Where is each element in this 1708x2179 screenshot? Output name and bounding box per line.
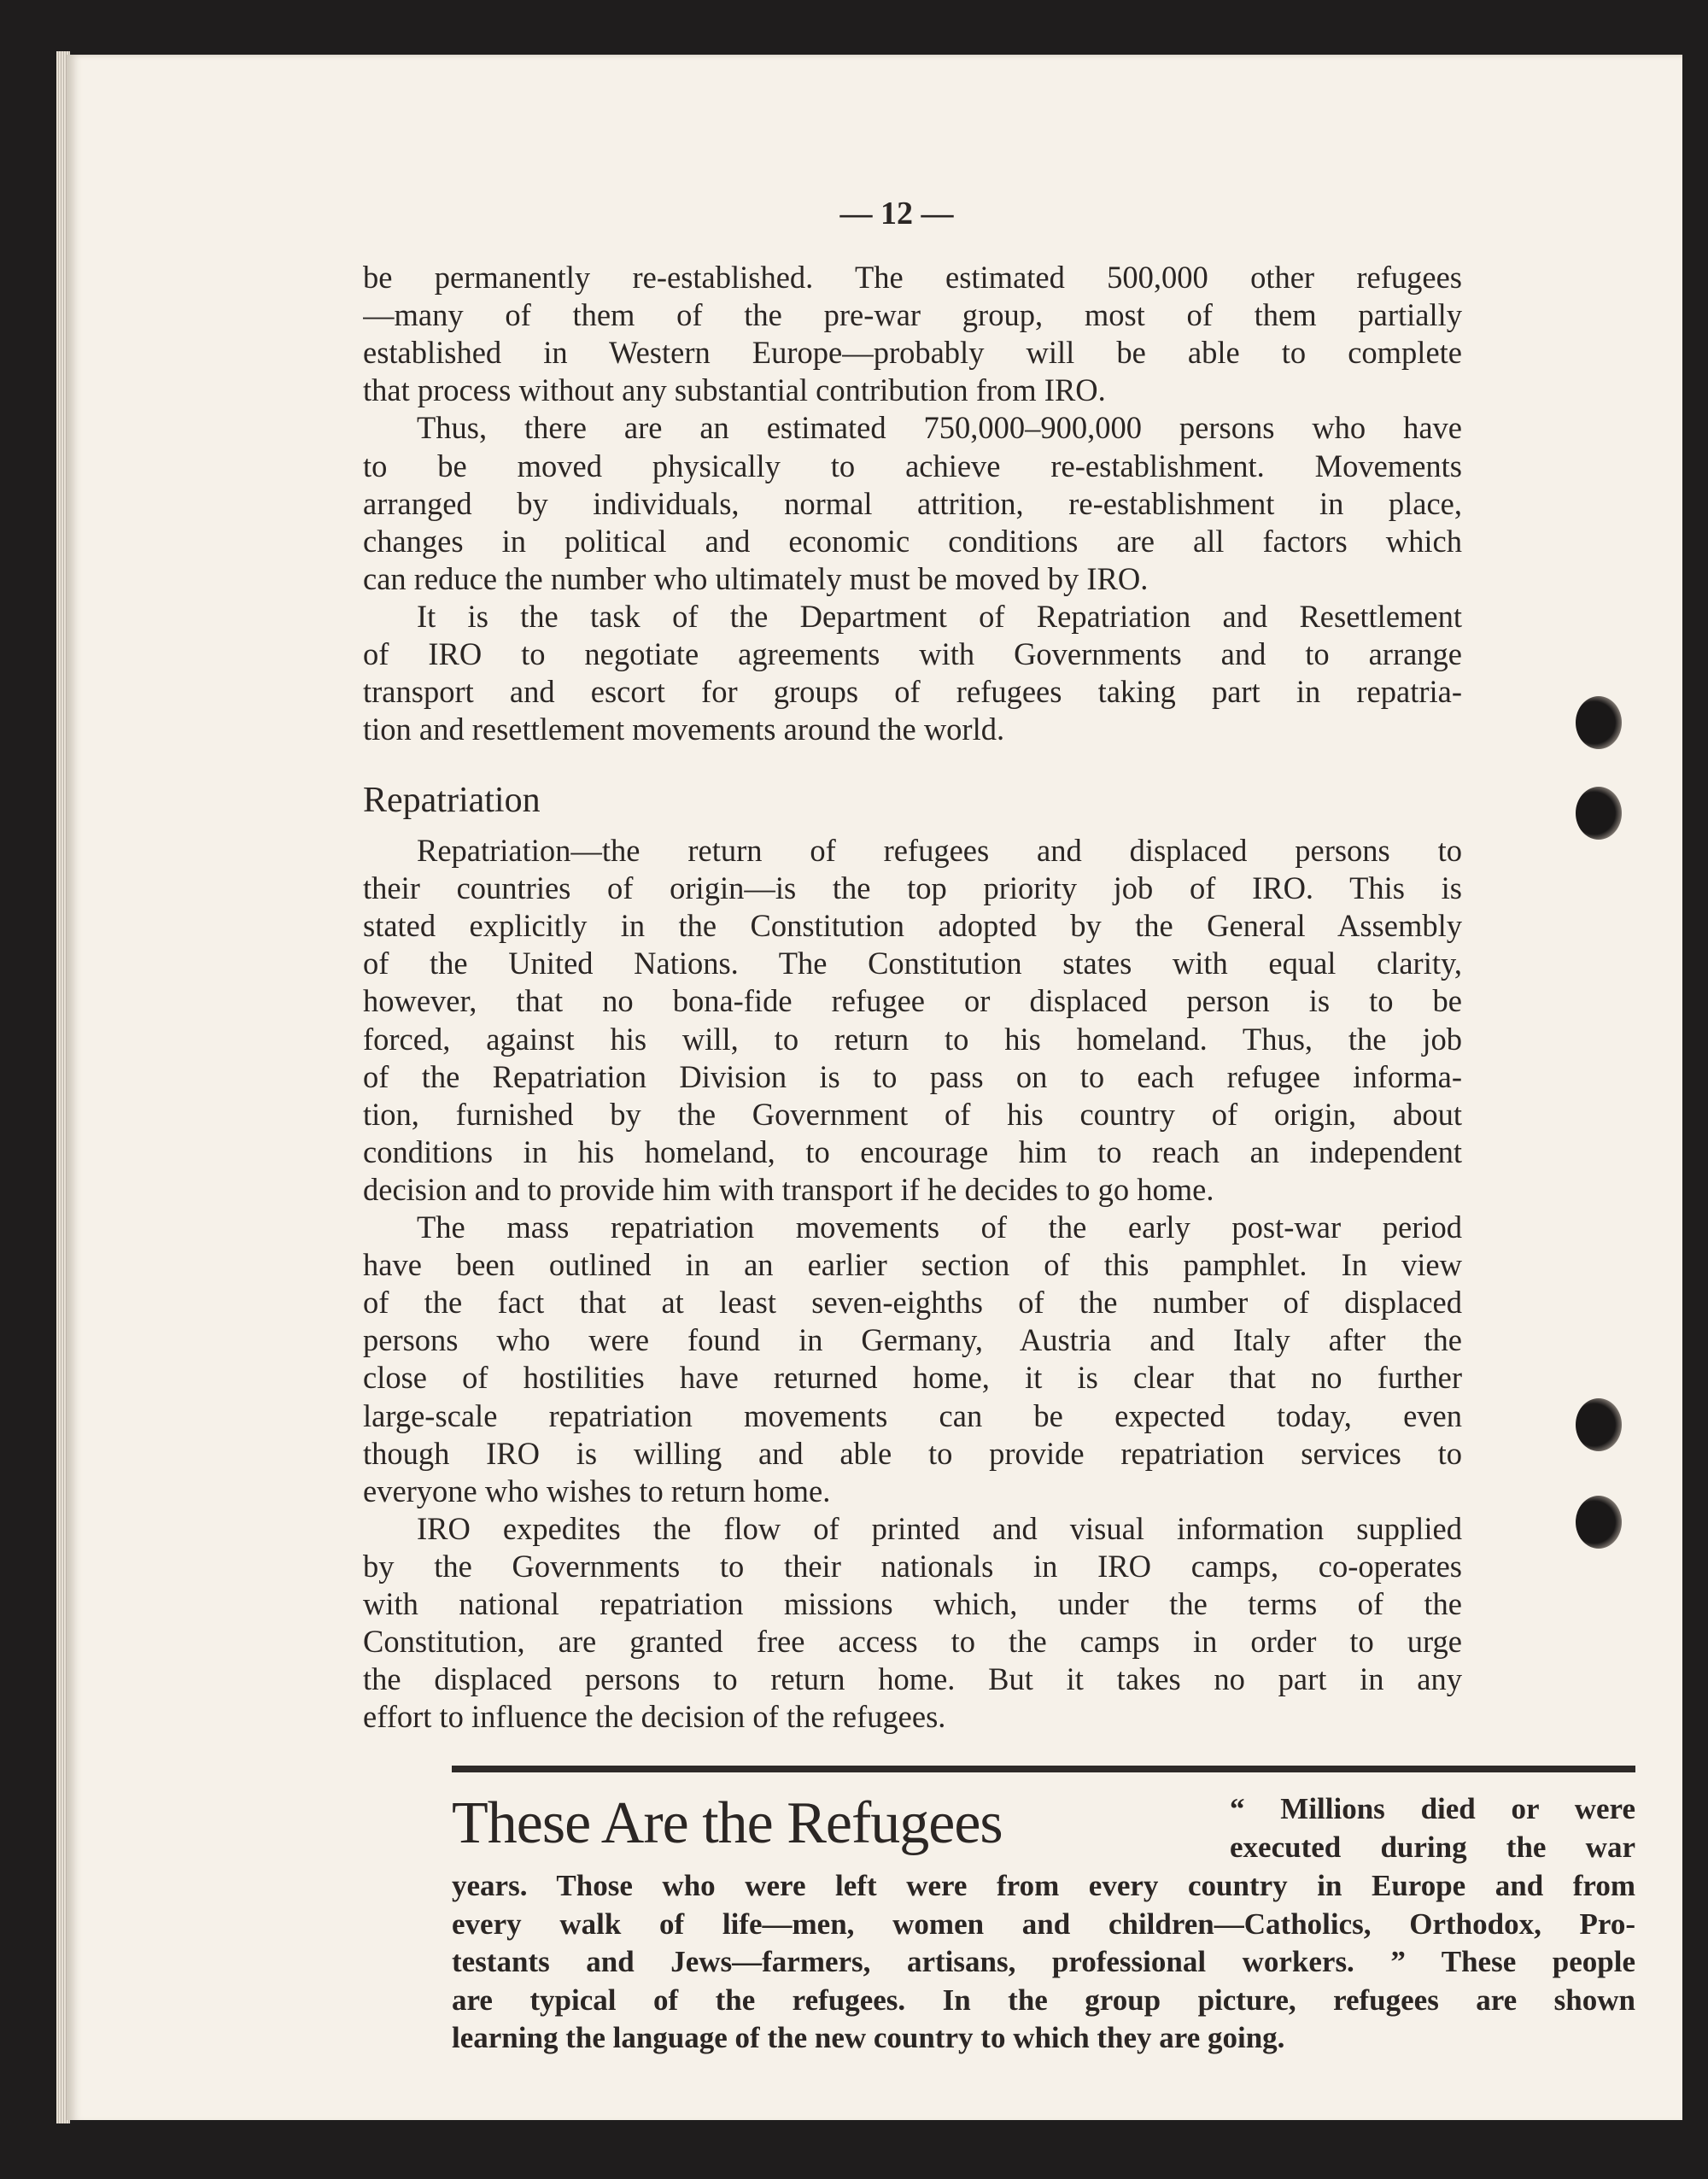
punch-hole (1576, 787, 1622, 840)
text-line: —many of them of the pre-war group, most of them partially (363, 297, 1462, 333)
caption-line: years. Those who were left were from every country in Europe and from (452, 1869, 1635, 1902)
text-line: the displaced persons to return home. But it takes no part in any (363, 1661, 1462, 1697)
text-line: can reduce the number who ultimately must be moved by IRO. (363, 560, 1149, 596)
page-number: — 12 — (839, 196, 954, 231)
text-line: of IRO to negotiate agreements with Governments and to arrange (363, 636, 1462, 671)
text-line: persons who were found in Germany, Austria and Italy after the (363, 1322, 1462, 1358)
text-line: established in Western Europe—probably will be able to complete (363, 335, 1462, 371)
caption-line: every walk of life—men, women and children—Catholics, Orthodox, Pro- (452, 1907, 1635, 1941)
text-line: large-scale repatriation movements can be expected today, even (363, 1397, 1462, 1433)
text-line: their countries of origin—is the top priority job of IRO. This is (363, 870, 1462, 906)
text-line: have been outlined in an earlier section of this pamphlet. In view (363, 1247, 1462, 1283)
text-line: arranged by individuals, normal attrition, re-establishment in place, (363, 485, 1462, 521)
text-line: effort to influence the decision of the refugees. (363, 1699, 946, 1735)
text-line: forced, against his will, to return to his homeland. Thus, the job (363, 1021, 1462, 1057)
text-line: of the fact that at least seven-eighths of the number of displaced (363, 1285, 1462, 1321)
text-line: of the Repatriation Division is to pass on to each refugee informa- (363, 1058, 1462, 1094)
text-line: tion and resettlement movements around the world. (363, 712, 1005, 747)
text-line: to be moved physically to achieve re-establishment. Movements (363, 448, 1462, 483)
text-line: everyone who wishes to return home. (363, 1473, 831, 1508)
text-line: stated explicitly in the Constitution adopted by the General Assembly (363, 908, 1462, 944)
text-line: conditions in his homeland, to encourage him to reach an independent (363, 1133, 1462, 1169)
caption-quote-line: executed during the war (1230, 1830, 1635, 1864)
punch-hole (1576, 1496, 1622, 1549)
punch-hole (1576, 696, 1622, 749)
caption-title: These Are the Refugees (452, 1790, 1003, 1856)
text-line: The mass repatriation movements of the early post-war period (417, 1210, 1462, 1245)
text-line: of the United Nations. The Constitution states with equal clarity, (363, 946, 1462, 981)
text-line: IRO expedites the flow of printed and visual information supplied (417, 1510, 1462, 1546)
caption-quote-line: “ Millions died or were (1230, 1792, 1635, 1825)
text-line: Repatriation—the return of refugees and displaced persons to (417, 833, 1462, 868)
caption-line: learning the language of the new country to which they are going. (452, 2021, 1285, 2055)
text-line: be permanently re-established. The estimated 500,000 other refugees (363, 260, 1462, 295)
text-line: Constitution, are granted free access to the camps in order to urge (363, 1624, 1462, 1660)
text-line: changes in political and economic conditions are all factors which (363, 523, 1462, 559)
text-line: decision and to provide him with transport if he decides to go home. (363, 1171, 1214, 1207)
caption-line: testants and Jews—farmers, artisans, professional workers. ” These people (452, 1945, 1635, 1979)
text-line: close of hostilities have returned home, it is clear that no further (363, 1360, 1462, 1396)
caption-rule (452, 1766, 1635, 1772)
text-line: however, that no bona-fide refugee or displaced person is to be (363, 983, 1462, 1019)
text-line: that process without any substantial contribution from IRO. (363, 372, 1106, 408)
punch-hole (1576, 1398, 1622, 1451)
caption-line: are typical of the refugees. In the group picture, refugees are shown (452, 1983, 1635, 2017)
text-line: tion, furnished by the Government of his country of origin, about (363, 1096, 1462, 1132)
text-line: by the Governments to their nationals in IRO camps, co-operates (363, 1548, 1462, 1584)
text-line: Thus, there are an estimated 750,000–900,000 persons who have (417, 410, 1462, 446)
text-line: transport and escort for groups of refugees taking part in repatria- (363, 674, 1462, 710)
text-line: with national repatriation missions which, under the terms of the (363, 1586, 1462, 1621)
section-heading: Repatriation (363, 781, 541, 820)
text-line: though IRO is willing and able to provide repatriation services to (363, 1435, 1462, 1471)
text-line: It is the task of the Department of Repatriation and Resettlement (417, 598, 1462, 634)
